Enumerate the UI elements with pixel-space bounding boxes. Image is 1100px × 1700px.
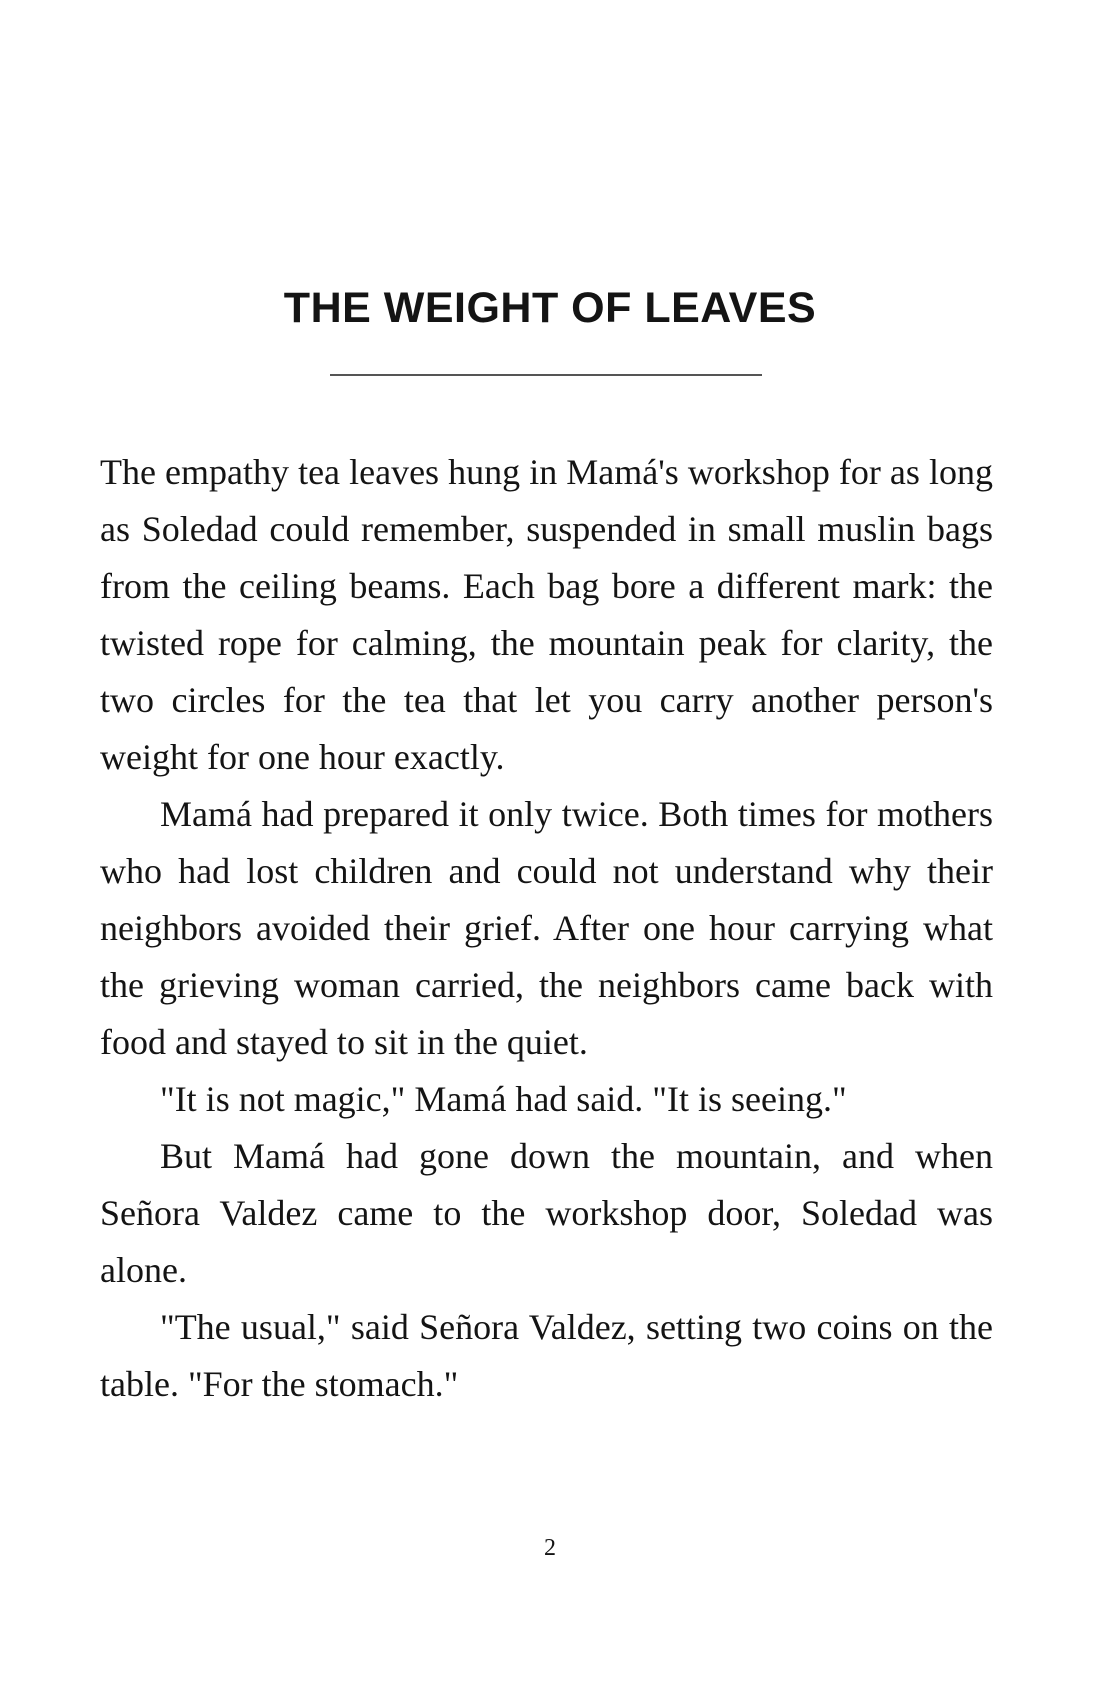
- chapter-body: [100, 444, 993, 1413]
- page-number: 2: [544, 1535, 556, 1561]
- paragraph: "The usual," said Señora Valdez, setting two coins on the table. "For the stomach.": [100, 1307, 993, 1404]
- title-divider: [330, 374, 762, 376]
- paragraph: "It is not magic," Mamá had said. "It is seeing.": [160, 1079, 847, 1119]
- paragraph: Mamá had prepared it only twice. Both times for mothers who had lost children and could not understand why their neighbors avoided their grief. After one hour carrying what the grieving woman carried, the neighbors came back with food and stayed to sit in the quiet.: [100, 794, 993, 1062]
- paragraph: But Mamá had gone down the mountain, and when Señora Valdez came to the workshop door, Soledad was alone.: [100, 1136, 993, 1290]
- chapter-title: THE WEIGHT OF LEAVES: [283, 284, 817, 332]
- paragraph: The empathy tea leaves hung in Mamá's workshop for as long as Soledad could remember, suspended in small muslin bags from the ceiling beams. Each bag bore a different mark: the twisted rope for calming, the mountain peak for clarity, the two circles for the tea that let you carry another person's weight for one hour exactly.: [100, 452, 993, 777]
